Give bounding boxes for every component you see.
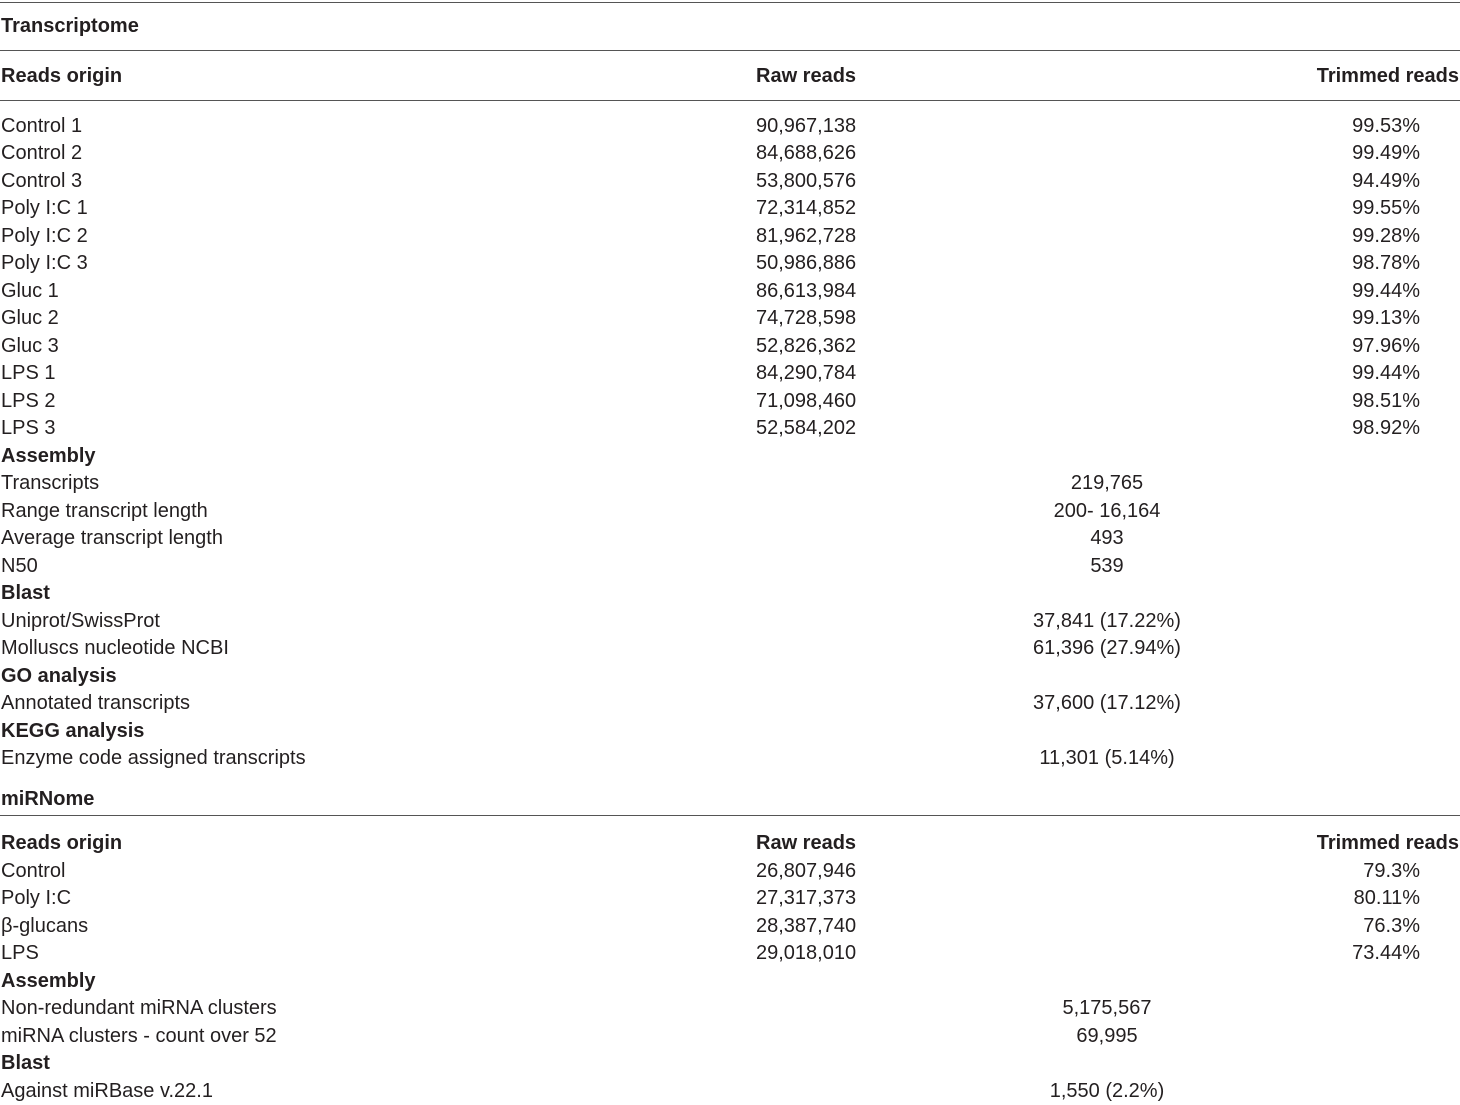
- trimmed-reads-value: 98.78%: [1352, 252, 1420, 274]
- go-analysis-heading: GO analysis: [1, 665, 117, 687]
- transcriptome-title-rule: [0, 50, 1460, 51]
- trimmed-reads-value: 73.44%: [1352, 942, 1420, 964]
- row-label: Average transcript length: [1, 527, 223, 549]
- raw-reads-value: 72,314,852: [756, 197, 857, 219]
- trimmed-reads-value: 99.13%: [1352, 307, 1420, 329]
- trimmed-reads-value: 99.44%: [1352, 362, 1420, 384]
- table-row: [0, 940, 1460, 967]
- raw-reads-value: 86,613,984: [756, 280, 857, 302]
- mirnome-header-row: [0, 830, 1460, 857]
- row-label: β-glucans: [1, 915, 89, 937]
- row-value: 539: [1090, 555, 1124, 577]
- assembly-heading: Assembly: [1, 970, 96, 992]
- row-label: LPS 1: [1, 362, 56, 384]
- header-trimmed-reads: Trimmed reads: [1316, 65, 1459, 87]
- trimmed-reads-value: 99.55%: [1352, 197, 1420, 219]
- trimmed-reads-value: 99.49%: [1352, 142, 1420, 164]
- table-row: [0, 608, 1460, 635]
- row-label: Annotated transcripts: [1, 692, 190, 714]
- row-label: LPS 3: [1, 417, 56, 439]
- subsection-heading: [0, 718, 1460, 745]
- row-label: Non-redundant miRNA clusters: [1, 997, 277, 1019]
- row-value: 493: [1090, 527, 1124, 549]
- row-label: Poly I:C: [1, 887, 72, 909]
- trimmed-reads-value: 98.92%: [1352, 417, 1420, 439]
- table-row: [0, 415, 1460, 442]
- raw-reads-value: 29,018,010: [756, 942, 857, 964]
- row-label: Poly I:C 3: [1, 252, 88, 274]
- table-row: [0, 1078, 1460, 1105]
- table-row: [0, 553, 1460, 580]
- table-row: [0, 113, 1460, 140]
- row-label: Uniprot/SwissProt: [1, 610, 160, 632]
- trimmed-reads-value: 99.44%: [1352, 280, 1420, 302]
- table-row: [0, 223, 1460, 250]
- subsection-heading: [0, 1050, 1460, 1077]
- section-title: miRNome: [1, 788, 95, 810]
- table-row: [0, 195, 1460, 222]
- table-row: [0, 470, 1460, 497]
- row-label: Control 2: [1, 142, 83, 164]
- row-value: 11,301 (5.14%): [1039, 747, 1175, 769]
- raw-reads-value: 26,807,946: [756, 860, 857, 882]
- subsection-heading: [0, 443, 1460, 470]
- row-label: Control 3: [1, 170, 83, 192]
- trimmed-reads-value: 99.53%: [1352, 115, 1420, 137]
- row-value: 61,396 (27.94%): [1033, 637, 1181, 659]
- row-label: Gluc 2: [1, 307, 59, 329]
- raw-reads-value: 84,688,626: [756, 142, 857, 164]
- table-row: [0, 885, 1460, 912]
- subsection-heading: [0, 663, 1460, 690]
- subsection-heading: [0, 580, 1460, 607]
- raw-reads-value: 84,290,784: [756, 362, 857, 384]
- trimmed-reads-value: 99.28%: [1352, 225, 1420, 247]
- row-label: Control: [1, 860, 66, 882]
- row-label: N50: [1, 555, 38, 577]
- table-row: [0, 360, 1460, 387]
- row-value: 69,995: [1076, 1025, 1138, 1047]
- blast-heading: Blast: [1, 1052, 50, 1074]
- mirnome-title-rule: [0, 815, 1460, 816]
- row-label: Molluscs nucleotide NCBI: [1, 637, 229, 659]
- table-row: [0, 690, 1460, 717]
- blast-heading: Blast: [1, 582, 50, 604]
- row-label: Enzyme code assigned transcripts: [1, 747, 306, 769]
- trimmed-reads-value: 79.3%: [1363, 860, 1420, 882]
- table-row: [0, 305, 1460, 332]
- transcriptome-section-title: [0, 13, 1460, 40]
- trimmed-reads-value: 80.11%: [1353, 887, 1420, 909]
- header-reads-origin: Reads origin: [1, 832, 123, 854]
- row-value: 219,765: [1070, 472, 1144, 494]
- row-label: LPS 2: [1, 390, 56, 412]
- row-value: 37,600 (17.12%): [1033, 692, 1181, 714]
- kegg-analysis-heading: KEGG analysis: [1, 720, 145, 742]
- table-row: [0, 250, 1460, 277]
- trimmed-reads-value: 98.51%: [1352, 390, 1420, 412]
- raw-reads-value: 28,387,740: [756, 915, 857, 937]
- header-reads-origin: Reads origin: [1, 65, 123, 87]
- table-row: [0, 333, 1460, 360]
- row-label: Gluc 1: [1, 280, 59, 302]
- raw-reads-value: 50,986,886: [756, 252, 857, 274]
- transcriptome-header-rule: [0, 100, 1460, 101]
- row-label: miRNA clusters - count over 52: [1, 1025, 277, 1047]
- row-label: Transcripts: [1, 472, 100, 494]
- assembly-heading: Assembly: [1, 445, 96, 467]
- table-row: [0, 498, 1460, 525]
- header-raw-reads: Raw reads: [756, 65, 857, 87]
- raw-reads-value: 52,584,202: [756, 417, 857, 439]
- row-label: LPS: [1, 942, 39, 964]
- top-rule: [0, 2, 1460, 3]
- row-label: Range transcript length: [1, 500, 208, 522]
- row-label: Control 1: [1, 115, 83, 137]
- table-row: [0, 745, 1460, 772]
- raw-reads-value: 81,962,728: [756, 225, 857, 247]
- header-trimmed-reads: Trimmed reads: [1316, 832, 1459, 854]
- raw-reads-value: 52,826,362: [756, 335, 857, 357]
- raw-reads-value: 74,728,598: [756, 307, 857, 329]
- row-value: 200- 16,164: [1053, 500, 1161, 522]
- row-label: Gluc 3: [1, 335, 59, 357]
- header-raw-reads: Raw reads: [756, 832, 857, 854]
- mirnome-section-title: [0, 786, 1460, 813]
- table-row: [0, 388, 1460, 415]
- table-row: [0, 140, 1460, 167]
- row-value: 5,175,567: [1062, 997, 1152, 1019]
- table-row: [0, 278, 1460, 305]
- raw-reads-value: 71,098,460: [756, 390, 857, 412]
- section-title: Transcriptome: [1, 15, 139, 37]
- table-row: [0, 1023, 1460, 1050]
- table-row: [0, 525, 1460, 552]
- table-row: [0, 635, 1460, 662]
- row-label: Poly I:C 2: [1, 225, 88, 247]
- trimmed-reads-value: 94.49%: [1352, 170, 1420, 192]
- raw-reads-value: 53,800,576: [756, 170, 857, 192]
- row-label: Poly I:C 1: [1, 197, 88, 219]
- transcriptome-header-row: [0, 63, 1460, 90]
- trimmed-reads-value: 97.96%: [1352, 335, 1420, 357]
- row-value: 1,550 (2.2%): [1049, 1080, 1165, 1102]
- trimmed-reads-value: 76.3%: [1363, 915, 1420, 937]
- row-label: Against miRBase v.22.1: [1, 1080, 213, 1102]
- raw-reads-value: 27,317,373: [756, 887, 857, 909]
- row-value: 37,841 (17.22%): [1033, 610, 1181, 632]
- table-row: [0, 913, 1460, 940]
- table-row: [0, 995, 1460, 1022]
- raw-reads-value: 90,967,138: [756, 115, 857, 137]
- table-row: [0, 168, 1460, 195]
- table-row: [0, 858, 1460, 885]
- subsection-heading: [0, 968, 1460, 995]
